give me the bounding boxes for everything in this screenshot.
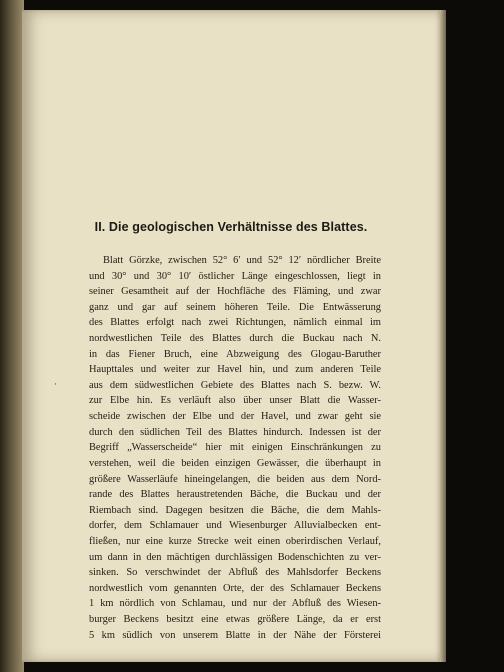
text-line: Haupttales und weiter zur Havel hin, und zum anderen Teile (89, 364, 381, 376)
text-line: seiner Gesamtheit auf der Hochfläche des Fläming, und zwar (89, 286, 381, 298)
text-line: nordwestlich vom genannten Orte, der des Schlamauer Beckens (89, 582, 381, 594)
margin-mark: · (54, 379, 57, 389)
text-line: Riembach sind. Dagegen besitzen die Bäche, die dem Mahls- (89, 504, 381, 516)
text-line: aus dem südwestlichen Gebiete des Blattes nach S. bezw. W. (89, 379, 381, 391)
text-line: zur Elbe hin. Es verläuft also über unser Blatt die Wasser- (89, 395, 381, 407)
text-line: dorfer, dem Schlamauer und Wiesenburger Alluvialbecken ent- (89, 520, 381, 532)
text-line: größere Wasserläufe hineingelangen, die beiden aus dem Nord- (89, 473, 381, 485)
text-line: ganz und gar auf seinem höheren Teile. Die Entwässerung (89, 301, 381, 313)
page-edge (440, 10, 446, 662)
text-line: Blatt Görzke, zwischen 52° 6′ und 52° 12′ nördlicher Breite (103, 255, 381, 266)
text-line: nordwestlichen Teile des Blattes durch die Buckau nach N. (89, 333, 381, 345)
text-line: und 30° und 30° 10′ östlicher Länge eingeschlossen, liegt in (89, 270, 381, 282)
text-line: in das Fiener Bruch, eine Abzweigung des Glogau-Baruther (89, 348, 381, 360)
book-page (22, 10, 440, 662)
text-line: 5 km südlich von unserem Blatte in der Nähe der Försterei (89, 629, 381, 641)
text-line: burger Beckens besitzt eine etwas größere Länge, da er erst (89, 614, 381, 626)
text-line: Begriff „Wasserscheide“ hier mit einigen Einschränkungen zu (89, 442, 381, 454)
book-spine (0, 0, 24, 672)
text-line: verstehen, weil die beiden einzigen Gewässer, die überhaupt in (89, 457, 381, 469)
section-heading: II. Die geologischen Verhältnisse des Blattes. (94, 220, 368, 234)
text-line: durch den südlichen Teil des Blattes hindurch. Indessen ist der (89, 426, 381, 438)
body-text (89, 253, 381, 643)
text-line: rande des Blattes heraustretenden Bäche, die Buckau und der (89, 489, 381, 501)
text-line: scheide zwischen der Elbe und der Havel, und zwar geht sie (89, 411, 381, 423)
text-line: fließen, nur eine kurze Strecke weit einen oberirdischen Verlauf, (89, 535, 381, 547)
text-line: um dann in den mächtigen durchlässigen Bodenschichten zu ver- (89, 551, 381, 563)
text-line: des Blattes erfolgt nach zwei Richtungen, nämlich einmal im (89, 317, 381, 329)
text-line: sinken. So verschwindet der Abfluß des Mahlsdorfer Beckens (89, 567, 381, 579)
text-line: 1 km nördlich von Schlamau, und nur der Abfluß des Wiesen- (89, 598, 381, 610)
